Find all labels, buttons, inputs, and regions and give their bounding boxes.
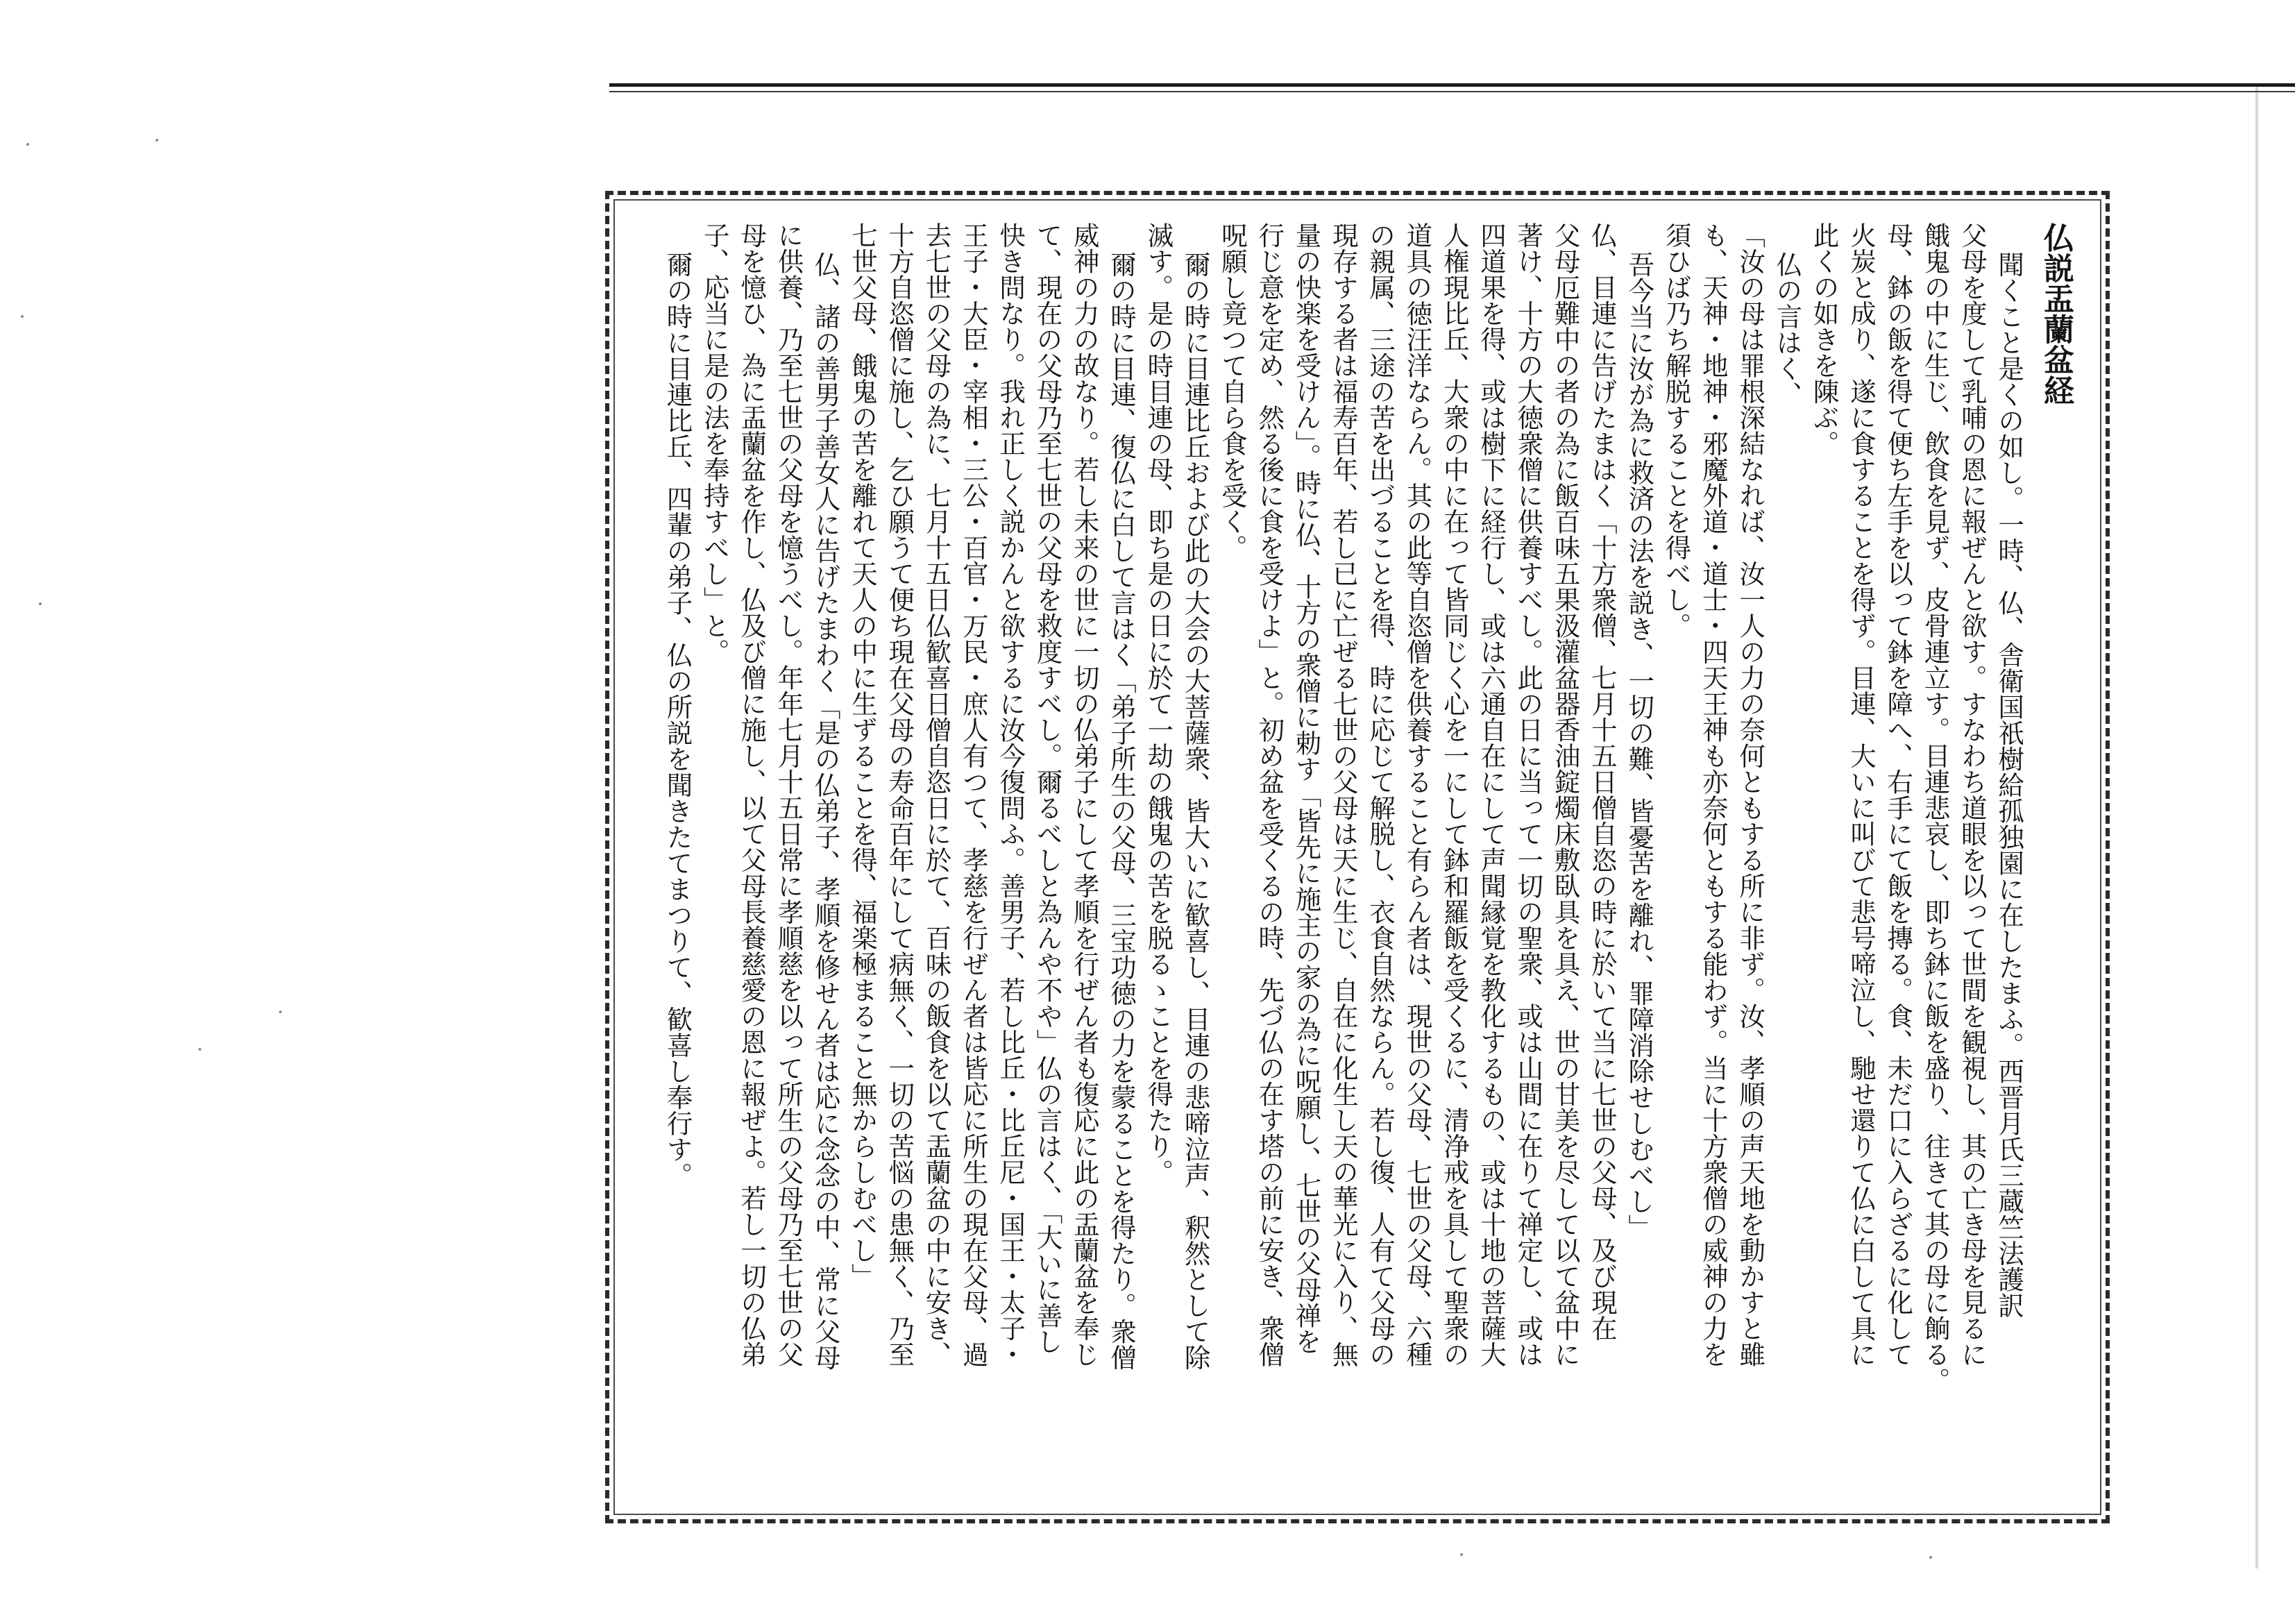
text-column: 量の快楽を受けん」。時に仏、十方の衆僧に勅す「皆先に施主の家の為に呪願し、七世の父母禅を: [1291, 222, 1322, 1355]
text-column: 聞くこと是くの如し。一時、仏、舎衛国祇樹給孤独園に在したまふ。西晋月氏三蔵竺法護訳: [1994, 251, 2025, 1319]
text-column: 滅す。是の時目連の母、即ち是の日に於て一劫の餓鬼の苦を脱るゝことを得たり。: [1143, 222, 1174, 1185]
text-column: 此くの如きを陳ぶ。: [1809, 222, 1840, 457]
text-column: 行じ意を定め、然る後に食を受けよ」と。初め盆を受くるの時、先づ仏の在す塔の前に安き、衆僧: [1254, 222, 1285, 1367]
text-column: 「汝の母は罪根深結なれば、汝一人の力の奈何ともする所に非ず。汝、孝順の声天地を動かすと雖: [1735, 222, 1766, 1367]
scan-speck: [26, 143, 29, 146]
text-column: に供養、乃至七世の父母を憶うべし。年年七月十五日常に孝順慈を以って所生の父母乃至七世の父: [773, 222, 804, 1367]
text-column: 著け、十方の大徳衆僧に供養すべし。此の日に当って一切の聖衆、或は山間に在りて禅定し、或は: [1513, 222, 1544, 1367]
scan-speck: [1929, 1556, 1932, 1559]
text-column: て、現在の父母乃至七世の父母を救度すべし。爾るべしと為んや不や」仏の言はく、「大いに善し: [1032, 222, 1063, 1355]
text-column: 母を憶ひ、為に盂蘭盆を作し、仏及び僧に施し、以て父母長養慈愛の恩に報ぜよ。若し一切の仏弟: [736, 222, 768, 1367]
text-column: 呪願し竟つて自ら食を受く。: [1217, 222, 1248, 561]
text-column: 十方自恣僧に施し、乞ひ願うて便ち現在父母の寿命百年にして病無く、一切の苦悩の患無く、乃至: [884, 222, 915, 1367]
text-column: 子、応当に是の法を奉持すべし」と。: [699, 222, 730, 665]
scan-speck: [198, 1048, 201, 1051]
text-column: の親属、三途の苦を出づることを得、時に応じて解脱し、衣食自然ならん。若し復、人有て父母の: [1365, 222, 1396, 1367]
text-column: 須ひば乃ち解脱することを得べし。: [1661, 222, 1692, 638]
text-column: 仏の言はく、: [1772, 251, 1803, 407]
sheet-edge: [2255, 83, 2258, 1568]
text-column: 爾の時に目連比丘、四輩の弟子、仏の所説を聞きたてまつりて、歓喜し奉行す。: [662, 251, 693, 1188]
text-column: 吾今当に汝が為に救済の法を説き、一切の難、皆憂苦を離れ、罪障消除せしむべし」: [1624, 251, 1655, 1240]
document-title: 仏説盂蘭盆経: [2038, 222, 2074, 405]
text-column: 父母厄難中の者の為に飯百味五果汲灌盆器香油錠燭床敷臥具を具え、世の甘美を尽して以て盆中に: [1550, 222, 1581, 1367]
text-column: 七世父母、餓鬼の苦を離れて天人の中に生ずることを得、福楽極まること無からしむべし」: [847, 222, 878, 1289]
text-column: 父母を度して乳哺の恩に報ぜんと欲す。すなわち道眼を以って世間を観視し、其の亡き母を見るに: [1956, 222, 1988, 1367]
scan-speck: [155, 139, 158, 142]
text-column: 現存する者は福寿百年、若し已に亡ぜる七世の父母は天に生じ、自在に化生し天の華光に入り、無: [1328, 222, 1359, 1367]
scan-speck: [39, 602, 42, 605]
text-column: 餓鬼の中に生じ、飲食を見ず、皮骨連立す。目連悲哀し、即ち鉢に飯を盛り、往きて其の母に餉る。: [1920, 222, 1951, 1394]
text-column: 道具の徳汪洋ならん。其の此等自恣僧を供養すること有らん者は、現世の父母、七世の父母、六種: [1402, 222, 1433, 1367]
text-column: 爾の時に目連比丘および此の大会の大菩薩衆、皆大いに歓喜し、目連の悲啼泣声、釈然として除: [1180, 251, 1211, 1371]
text-column: 火炭と成り、遂に食することを得ず。目連、大いに叫びて悲号啼泣し、馳せ還りて仏に白して具に: [1845, 222, 1877, 1367]
text-column: 王子・大臣・宰相・三公・百官・万民・庶人有つて、孝慈を行ぜん者は皆応に所生の現在父母、過: [958, 222, 989, 1367]
text-column: 仏、目連に告げたまはく「十方衆僧、七月十五日僧自恣の時に於いて当に七世の父母、及び現在: [1586, 222, 1618, 1342]
sutra-text-body: [659, 222, 2075, 1499]
text-column: 威神の力の故なり。若し未来の世に一切の仏弟子にして孝順を行ぜん者も復応に此の盂蘭盆を奉じ: [1069, 222, 1100, 1367]
text-column: 四道果を得、或は樹下に経行し、或は六通自在にして声聞縁覚を教化するもの、或は十地の菩薩大: [1476, 222, 1507, 1367]
top-rule: [609, 83, 2295, 87]
text-column: も、天神・地神・邪魔外道・道士・四天王神も亦奈何ともする能わず。当に十方衆僧の威神の力を: [1697, 222, 1729, 1367]
text-column: 快き問なり。我れ正しく説かんと欲するに汝今復問ふ。善男子、若し比丘・比丘尼・国王・太子・: [995, 222, 1026, 1367]
scan-speck: [279, 1010, 282, 1013]
scan-speck: [21, 315, 24, 318]
text-column: 去七世の父母の為に、七月十五日仏歓喜日僧自恣日に於て、百味の飯食を以て盂蘭盆の中に安き、: [921, 222, 952, 1367]
scan-speck: [1460, 1553, 1463, 1556]
text-column: 爾の時に目連、復仏に白して言はく「弟子所生の父母、三宝功徳の力を蒙ることを得たり。衆僧: [1106, 251, 1137, 1371]
top-rule-thin: [609, 91, 2295, 92]
text-column: 仏、諸の善男子善女人に告げたまわく「是の仏弟子、孝順を修せん者は応に念念の中、常に父母: [810, 251, 841, 1371]
text-column: 母、鉢の飯を得て便ち左手を以って鉢を障へ、右手にて飯を摶る。食、未だ口に入らざるに化して: [1883, 222, 1914, 1367]
text-column: 人権現比丘、大衆の中に在って皆同じく心を一にして鉢和羅飯を受くるに、清浄戒を具して聖衆の: [1439, 222, 1470, 1367]
